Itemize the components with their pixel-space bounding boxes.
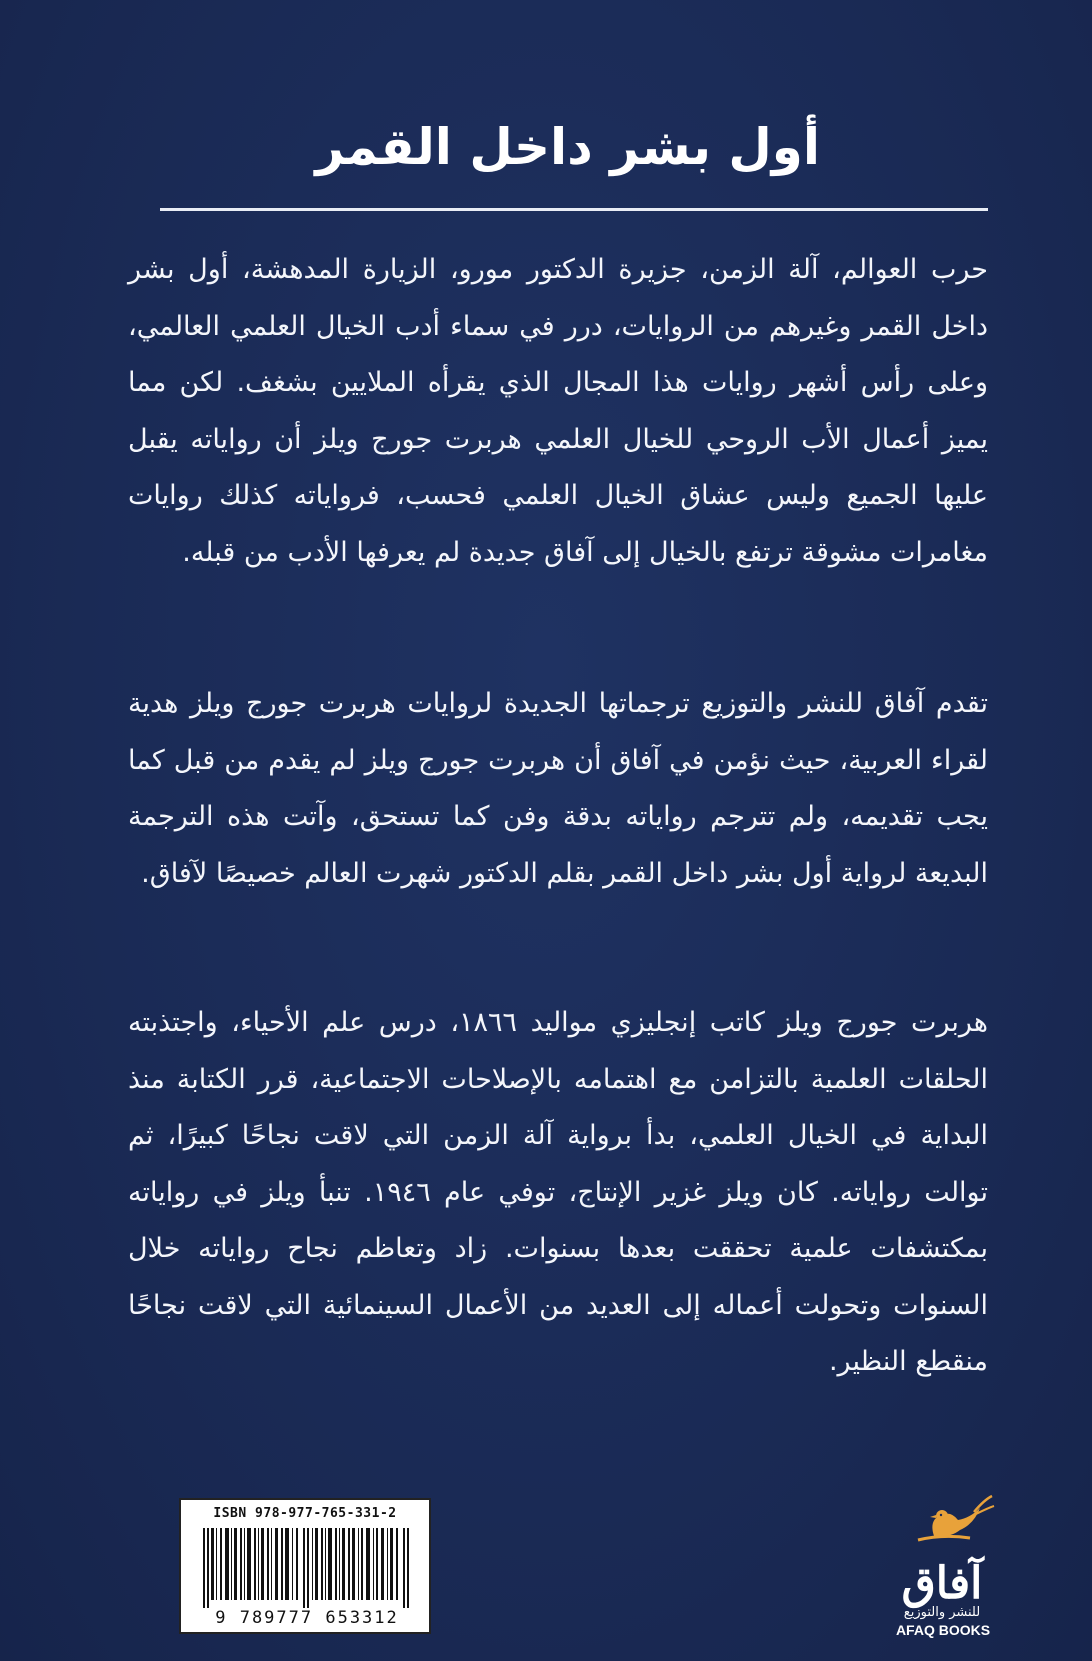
blurb-paragraph-1: حرب العوالم، آلة الزمن، جزيرة الدكتور مورو، الزيارة المدهشة، أول بشر داخل القمر وغيرهم من الروايات، درر في سماء أدب الخيال العلمي العالمي، وعلى رأس أشهر روايات هذا المجال الذي يقرأه الملايين بشغف. لكن مما يميز أعمال الأب الروحي للخيال العلمي هربرت جورج ويلز أن رواياته يقبل عليها الجميع وليس عشاق الخيال العلمي فحسب، فرواياته كذلك روايات مغامرات مشوقة ترتفع بالخيال إلى آفاق جديدة لم يعرفها الأدب من قبله. [128, 254, 988, 568]
title-divider [160, 208, 988, 211]
author-bio-paragraph: هربرت جورج ويلز كاتب إنجليزي مواليد ١٨٦٦، درس علم الأحياء، واجتذبته الحلقات العلمية بالتزامن مع اهتمامه بالإصلاحات الاجتماعية، قرر الكتابة منذ البداية في الخيال العلمي، بدأ برواية آلة الزمن التي لاقت نجاحًا كبيرًا، ثم توالت رواياته. كان ويلز غزير الإنتاج، توفي عام ١٩٤٦. تنبأ ويلز في رواياته بمكتشفات علمية تحققت بعدها بسنوات. زاد وتعاظم نجاح رواياته خلال السنوات وتحولت أعماله إلى العديد من الأعمال السينمائية التي لاقت نجاحًا منقطع النظير. [128, 1007, 989, 1377]
logo-subtitle: للنشر والتوزيع [903, 1605, 981, 1620]
bird-icon [888, 1478, 998, 1562]
isbn-number: ISBN 978-977-765-331-2 [213, 1506, 397, 1521]
logo-arabic-wordmark: آفاق [901, 1558, 983, 1609]
barcode-digits: 9 789777 653312 [215, 1608, 399, 1628]
isbn-barcode [179, 1498, 431, 1634]
blurb-paragraph-2: تقدم آفاق للنشر والتوزيع ترجماتها الجديدة لروايات هربرت جورج ويلز هدية لقراء العربية، حيث نؤمن في آفاق أن هربرت جورج ويلز لم يقدم من قبل كما يجب تقديمه، ولم تترجم رواياته بدقة وفن كما تستحق، وآتت هذه الترجمة البديعة لرواية أول بشر داخل القمر بقلم الدكتور شهرت العالم خصيصًا لآفاق. [128, 688, 988, 889]
barcode-bars [203, 1528, 411, 1608]
logo-english-wordmark: AFAQ BOOKS [895, 1622, 991, 1638]
book-title: أول بشر داخل القمر [315, 118, 820, 176]
publisher-logo [888, 1478, 998, 1638]
